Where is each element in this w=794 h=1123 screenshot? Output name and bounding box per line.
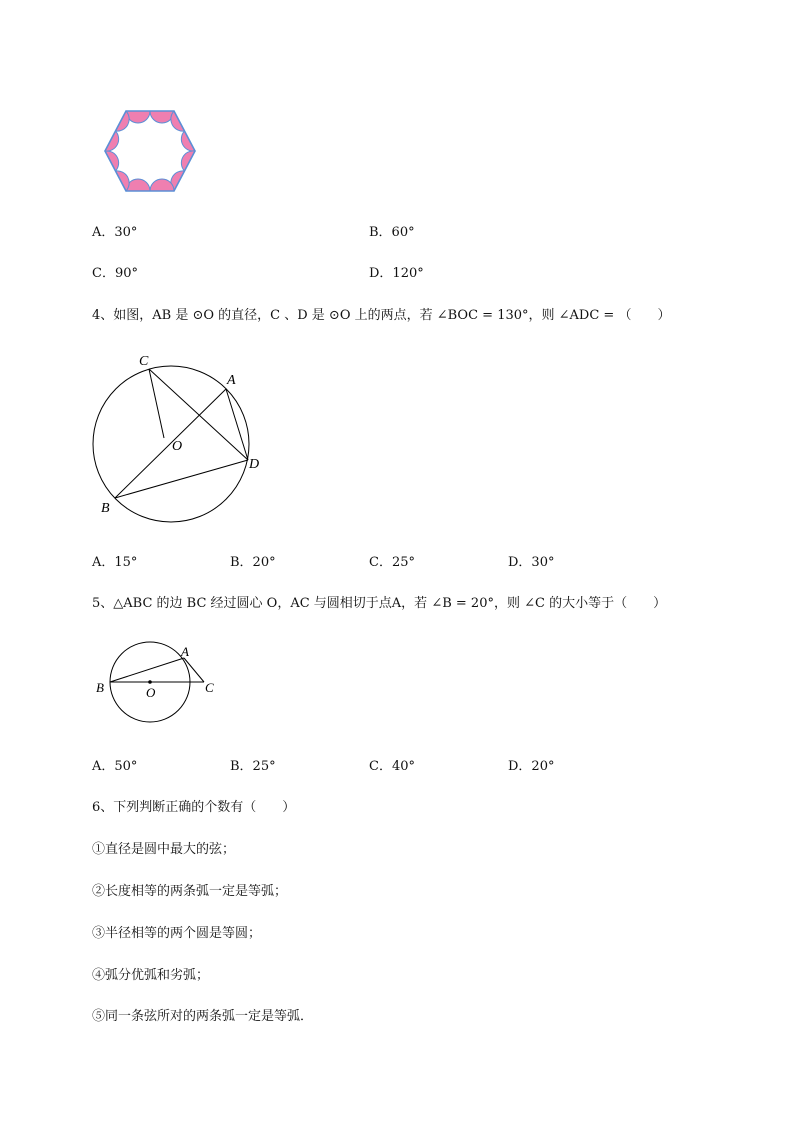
q4-label-o: O <box>172 439 183 454</box>
q5-stem: 5、△ABC 的边 BC 经过圆心 O，AC 与圆相切于点A，若 ∠B = 20°，则 ∠C 的大小等于（ ） <box>92 596 667 611</box>
hexagon-arc <box>126 179 150 191</box>
q5-label-b: B <box>96 680 104 695</box>
q3-option-d[interactable]: D．120° <box>369 266 424 281</box>
hexagon-arc <box>150 111 174 123</box>
q5-label-c: C <box>205 680 214 695</box>
q6-item-5: ⑤同一条弦所对的两条弧一定是等弧． <box>92 1009 314 1024</box>
q4-option-c[interactable]: C．25° <box>369 555 415 570</box>
hexagon-arc <box>126 111 150 123</box>
q4-label-c: C <box>139 354 149 369</box>
q3-option-c[interactable]: C．90° <box>92 266 138 281</box>
q4-segment-oc <box>149 369 164 438</box>
q3-option-b[interactable]: B．60° <box>369 225 415 240</box>
hexagon-arcs <box>105 111 195 191</box>
hexagon-figure <box>100 108 200 194</box>
q6-item-3: ③半径相等的两个圆是等圆； <box>92 926 262 941</box>
q5-option-d[interactable]: D．20° <box>508 759 555 774</box>
q6-item-4: ④弧分优弧和劣弧； <box>92 968 210 983</box>
q4-circle-figure <box>88 348 278 523</box>
q5-segment-ac <box>184 658 204 682</box>
hexagon-outline <box>105 111 195 191</box>
q5-center-dot <box>148 680 152 684</box>
q5-label-a: A <box>181 644 189 659</box>
q5-segment-ba <box>110 658 184 682</box>
q4-label-b: B <box>101 501 110 516</box>
q4-option-d[interactable]: D．30° <box>508 555 555 570</box>
q3-option-a[interactable]: A．30° <box>92 225 138 240</box>
q5-option-b[interactable]: B．25° <box>230 759 276 774</box>
hexagon-arc <box>150 179 174 191</box>
q5-option-c[interactable]: C．40° <box>369 759 415 774</box>
q6-item-1: ①直径是圆中最大的弦； <box>92 842 236 857</box>
q4-option-a[interactable]: A．15° <box>92 555 138 570</box>
q4-option-b[interactable]: B．20° <box>230 555 276 570</box>
q5-circle-figure <box>92 636 222 726</box>
q5-option-a[interactable]: A．50° <box>92 759 138 774</box>
q5-label-o: O <box>146 685 156 700</box>
q4-stem: 4、如图，AB 是 ⊙O 的直径，C 、D 是 ⊙O 上的两点，若 ∠BOC = 130°，则 ∠ADC = （ ） <box>92 308 671 323</box>
q6-stem: 6、下列判断正确的个数有（ ） <box>92 800 296 815</box>
q4-label-d: D <box>249 457 260 472</box>
q4-label-a: A <box>227 373 236 388</box>
q6-item-2: ②长度相等的两条弧一定是等弧； <box>92 884 288 899</box>
